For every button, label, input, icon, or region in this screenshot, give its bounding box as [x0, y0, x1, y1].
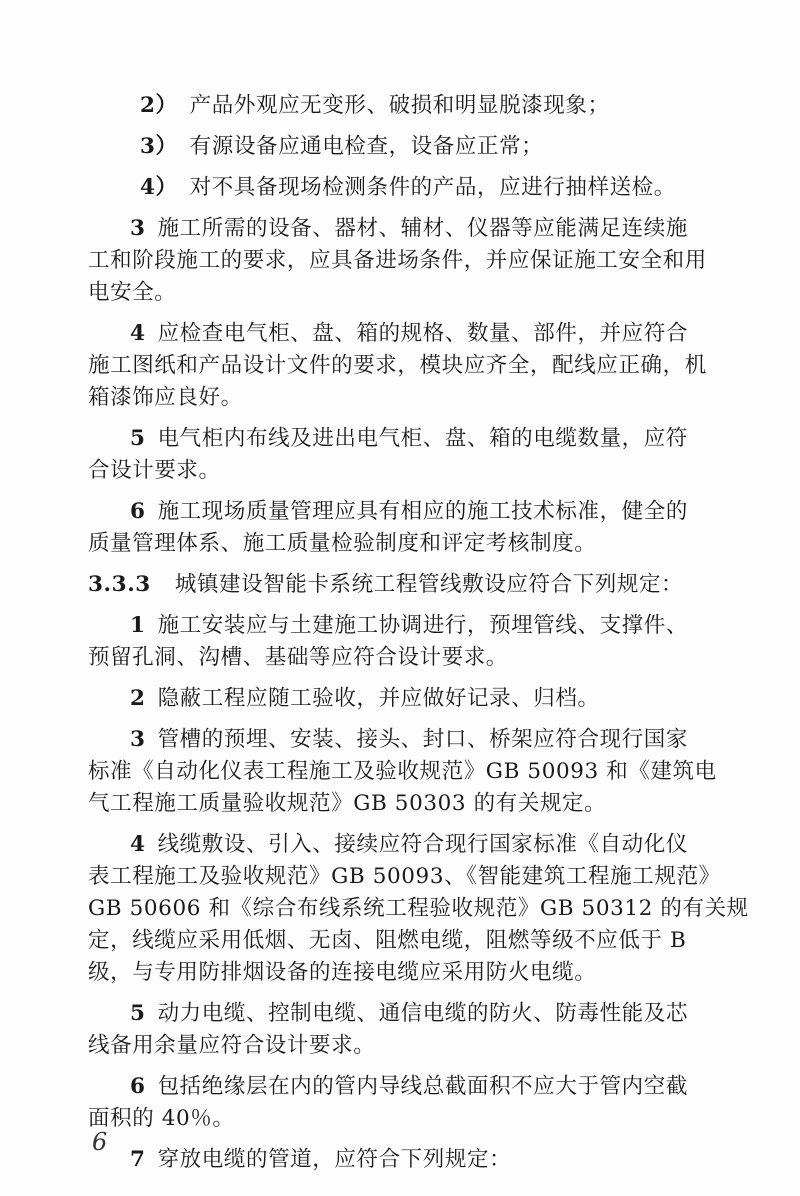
numbered-item	[88, 998, 720, 1062]
item-number: 2）	[140, 93, 178, 118]
item-number: 3	[130, 216, 146, 241]
item-text: 工和阶段施工的要求，应具备进场条件，并应保证施工安全和用	[88, 248, 707, 273]
numbered-item	[88, 213, 720, 309]
text-line	[88, 455, 720, 487]
item-text: 定，线缆应采用低烟、无卤、阻燃电缆，阻燃等级不应低于 B	[88, 928, 687, 953]
text-line	[88, 610, 720, 642]
item-text: 施工现场质量管理应具有相应的施工技术标准，健全的	[157, 499, 688, 524]
item-number: 4	[130, 321, 146, 346]
item-number: 4	[130, 832, 146, 857]
item-text: 穿放电缆的管道，应符合下列规定：	[157, 1147, 512, 1172]
text-line	[88, 642, 720, 674]
item-text: 隐蔽工程应随工验收，并应做好记录、归档。	[157, 686, 600, 711]
item-text: 箱漆饰应良好。	[88, 385, 243, 410]
item-text: 管槽的预埋、安装、接头、封口、桥架应符合现行国家	[157, 727, 688, 752]
item-number: 2	[130, 686, 146, 711]
sub-item	[88, 90, 720, 122]
text-line	[88, 788, 720, 820]
item-number: 1	[130, 613, 146, 638]
text-line	[88, 423, 720, 455]
page-number: 6	[92, 1128, 108, 1156]
item-text: 施工图纸和产品设计文件的要求，模块应齐全，配线应正确，机	[88, 353, 707, 378]
text-line	[88, 925, 720, 957]
text-line	[88, 724, 720, 756]
text-line	[88, 318, 720, 350]
item-text: 动力电缆、控制电缆、通信电缆的防火、防毒性能及芯	[157, 1001, 688, 1026]
text-line	[88, 569, 720, 601]
numbered-item	[88, 318, 720, 414]
text-line	[88, 213, 720, 245]
sub-item	[88, 172, 720, 204]
text-line	[88, 1071, 720, 1103]
item-text: GB 50606 和《综合布线系统工程验收规范》GB 50312 的有关规	[88, 896, 749, 921]
item-text: 级，与专用防排烟设备的连接电缆应采用防火电缆。	[88, 960, 597, 985]
text-line	[88, 496, 720, 528]
numbered-item	[88, 1144, 720, 1176]
text-line	[140, 131, 720, 163]
item-text: 线备用余量应符合设计要求。	[88, 1033, 376, 1058]
numbered-item	[88, 724, 720, 820]
numbered-item	[88, 829, 749, 989]
item-text: 气工程施工质量验收规范》GB 50303 的有关规定。	[88, 791, 607, 816]
item-number: 6	[130, 499, 146, 524]
item-number: 5	[130, 426, 146, 451]
text-line	[140, 172, 720, 204]
item-number: 3.3.3	[88, 572, 151, 597]
numbered-item	[88, 1071, 720, 1135]
item-text: 应检查电气柜、盘、箱的规格、数量、部件，并应符合	[157, 321, 688, 346]
clause-heading	[88, 569, 720, 601]
text-line	[88, 277, 720, 309]
text-line	[88, 893, 749, 925]
item-text: 电安全。	[88, 280, 177, 305]
item-number: 3	[130, 727, 146, 752]
item-number: 5	[130, 1001, 146, 1026]
item-text: 包括绝缘层在内的管内导线总截面积不应大于管内空截	[157, 1074, 688, 1099]
text-line	[88, 957, 720, 989]
item-text: 有源设备应通电检查，设备应正常；	[189, 134, 544, 159]
text-line	[88, 1030, 720, 1062]
item-text: 线缆敷设、引入、接续应符合现行国家标准《自动化仪	[157, 832, 688, 857]
item-text: 预留孔洞、沟槽、基础等应符合设计要求。	[88, 645, 508, 670]
item-number: 6	[130, 1074, 146, 1099]
text-line	[88, 1144, 720, 1176]
item-number: 3）	[140, 134, 178, 159]
text-line	[88, 756, 720, 788]
item-text: 施工安装应与土建施工协调进行，预埋管线、支撑件、	[157, 613, 688, 638]
text-line	[88, 1103, 720, 1135]
page-body	[88, 90, 749, 1185]
numbered-item	[88, 496, 720, 560]
numbered-item	[88, 683, 720, 715]
item-text: 标准《自动化仪表工程施工及验收规范》GB 50093 和《建筑电	[88, 759, 717, 784]
text-line	[88, 382, 720, 414]
item-number: 7	[130, 1147, 146, 1172]
numbered-item	[88, 610, 720, 674]
item-text: 合设计要求。	[88, 458, 221, 483]
text-line	[88, 683, 720, 715]
text-line	[88, 528, 720, 560]
item-text: 电气柜内布线及进出电气柜、盘、箱的电缆数量，应符	[157, 426, 688, 451]
numbered-item	[88, 423, 720, 487]
item-text: 施工所需的设备、器材、辅材、仪器等应能满足连续施	[157, 216, 688, 241]
item-text: 表工程施工及验收规范》GB 50093、《智能建筑工程施工规范》	[88, 864, 721, 889]
item-text: 城镇建设智能卡系统工程管线敷设应符合下列规定：	[174, 572, 684, 597]
item-number: 4）	[140, 175, 178, 200]
sub-item	[88, 131, 720, 163]
text-line	[88, 350, 720, 382]
item-text: 产品外观应无变形、破损和明显脱漆现象；	[189, 93, 610, 118]
text-line	[88, 245, 720, 277]
text-line	[88, 998, 720, 1030]
text-line	[88, 861, 720, 893]
text-line	[140, 90, 720, 122]
item-text: 面积的 40％。	[88, 1106, 235, 1131]
item-text: 对不具备现场检测条件的产品，应进行抽样送检。	[189, 175, 676, 200]
item-text: 质量管理体系、施工质量检验制度和评定考核制度。	[88, 531, 597, 556]
text-line	[88, 829, 720, 861]
